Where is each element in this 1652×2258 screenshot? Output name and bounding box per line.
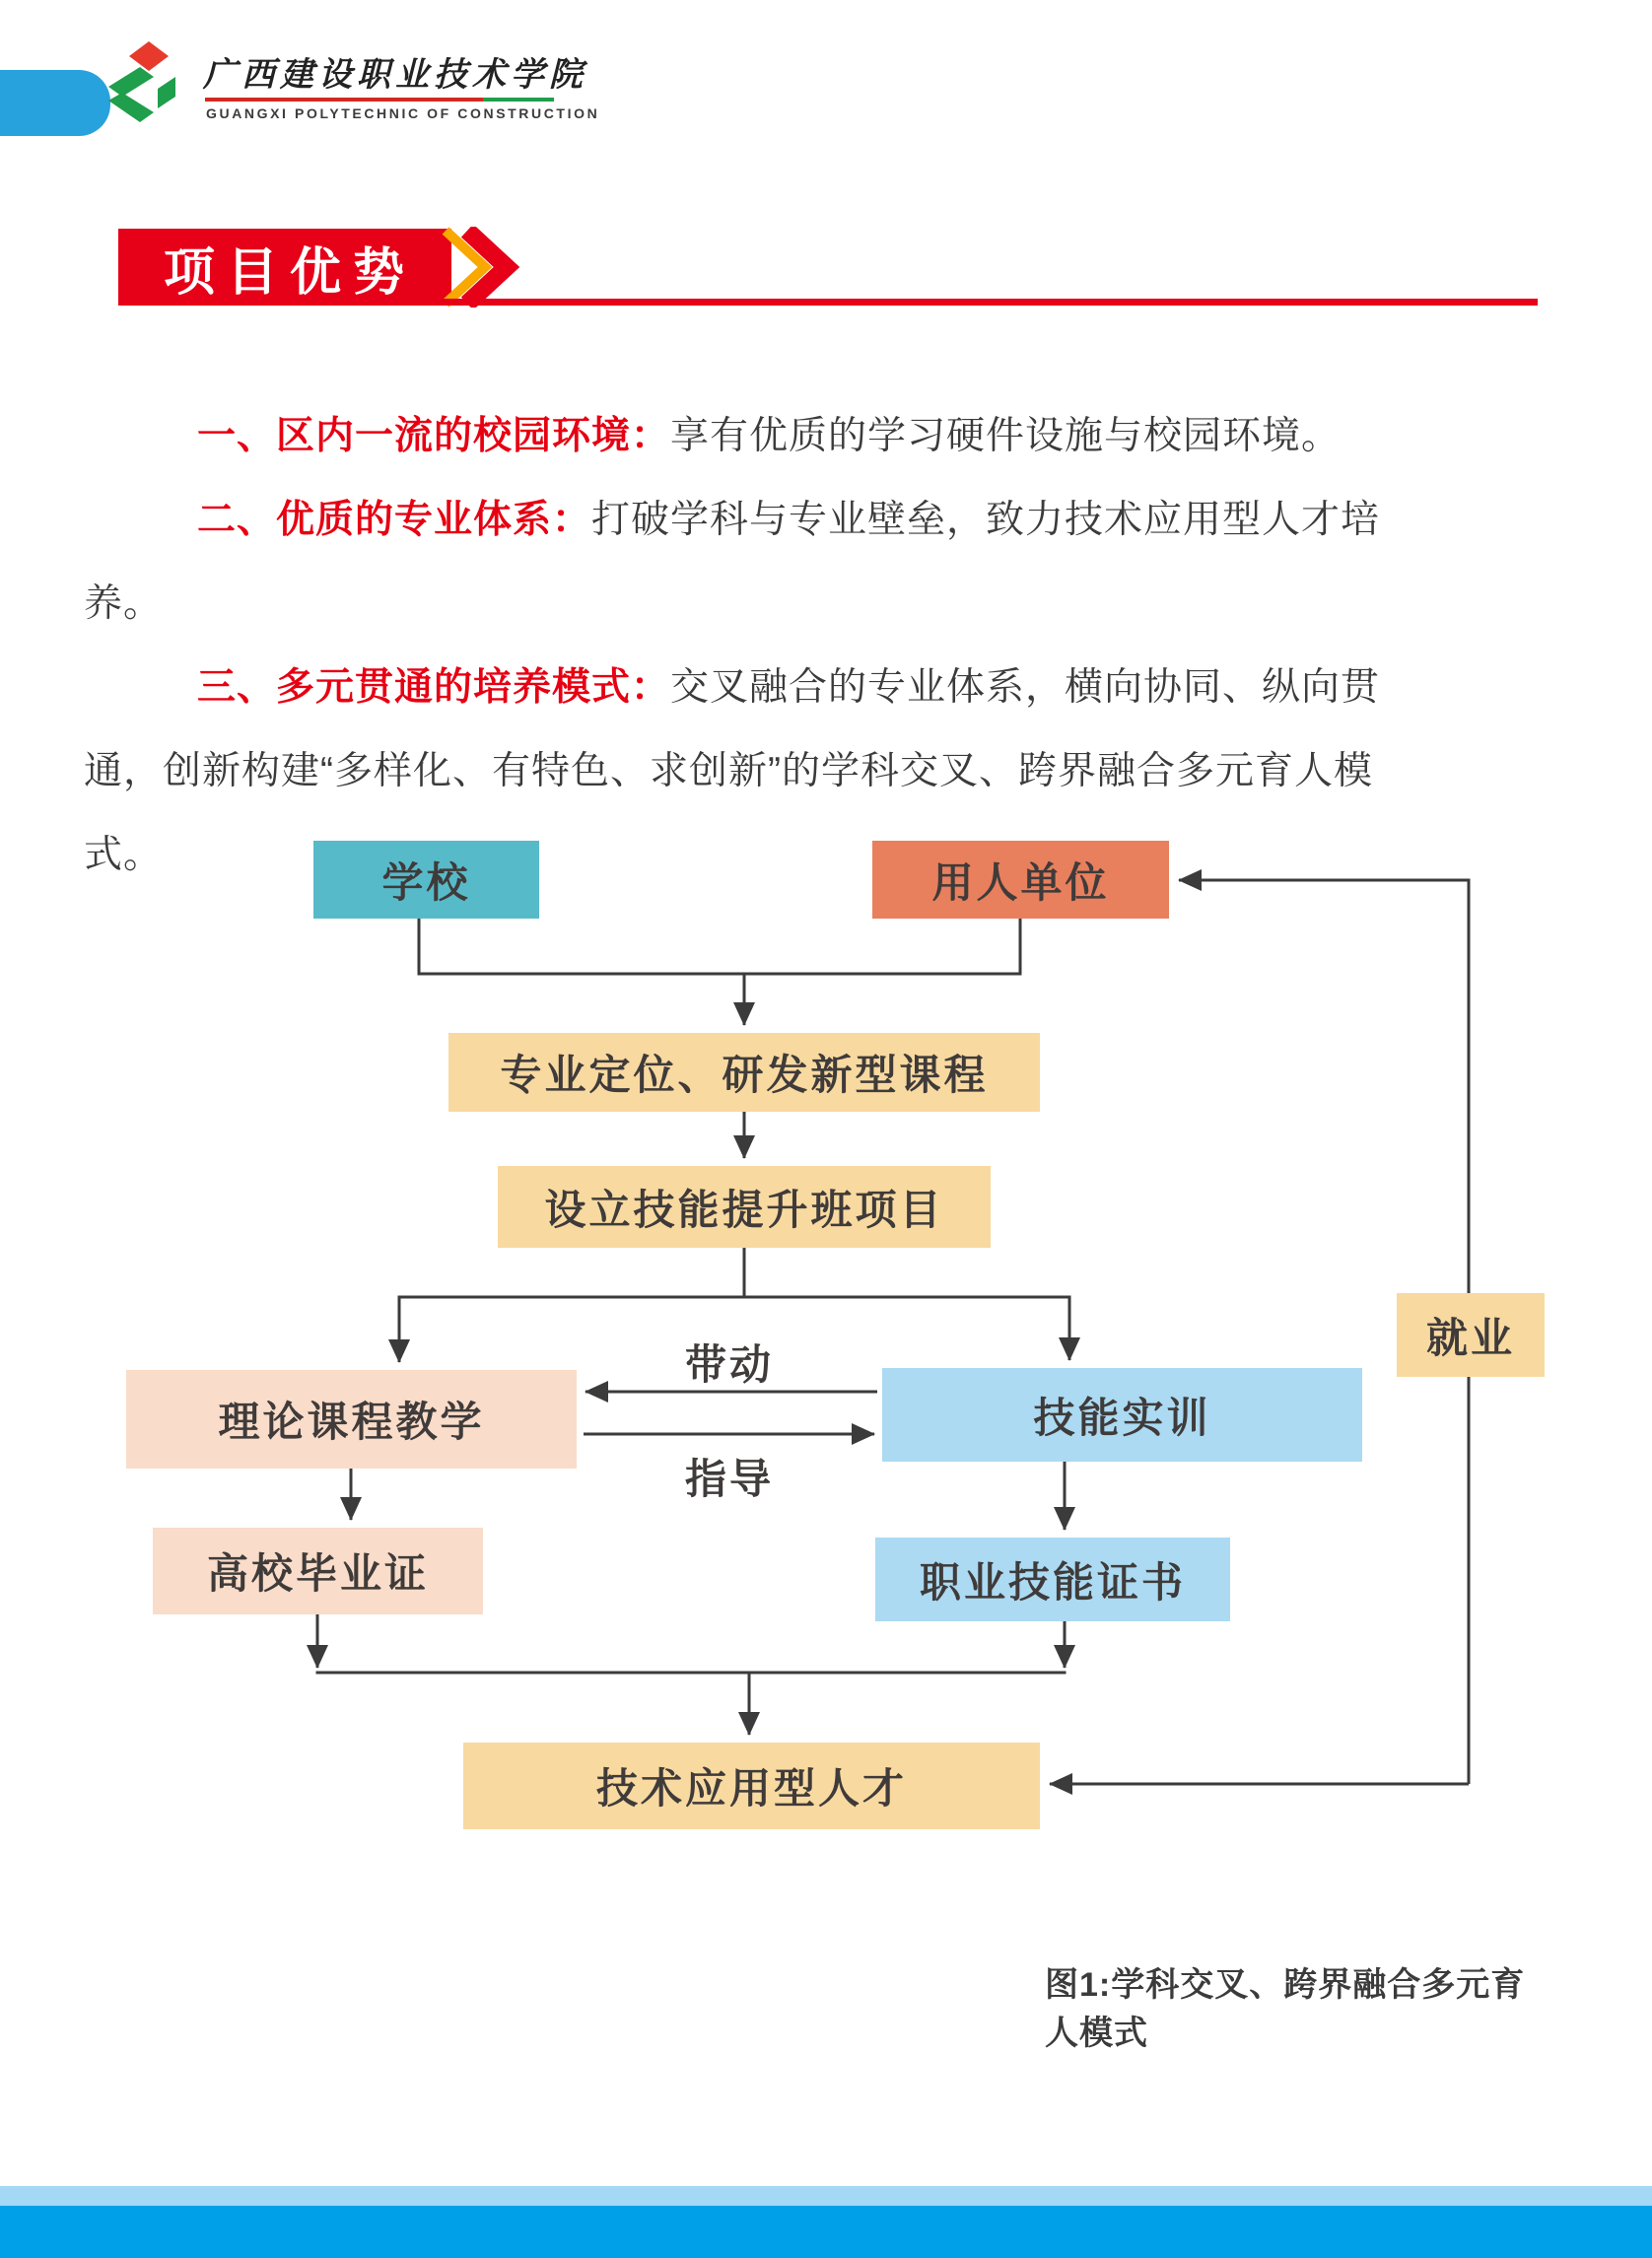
advantage-lead: 一、区内一流的校园环境：	[197, 415, 671, 457]
advantage-body: 交叉融合的专业体系，横向协同、纵向贯通，创新构建“多样化、有特色、求创新”的学科交叉、跨界融合多元育人模式。	[84, 666, 1381, 876]
flow-node-employment: 就业	[1397, 1293, 1545, 1377]
figure-caption: 图1:学科交叉、跨界融合多元育人模式	[1045, 1966, 1526, 2052]
advantage-lead: 二、优质的专业体系：	[197, 499, 592, 541]
edge-label-drive: 带动	[684, 1341, 774, 1388]
advantage-body: 打破学科与专业壁垒，致力技术应用型人才培养。	[84, 499, 1381, 625]
advantage-body: 享有优质的学习硬件设施与校园环境。	[670, 415, 1342, 457]
flow-node-school: 学校	[313, 841, 539, 919]
advantage-lead: 三、多元贯通的培养模式：	[197, 666, 671, 709]
edge-label-guide: 指导	[684, 1456, 774, 1502]
flow-node-employer: 用人单位	[872, 841, 1169, 919]
school-name: 广西建设职业技术学院	[203, 57, 587, 94]
school-name-english: GUANGXI POLYTECHNIC OF CONSTRUCTION	[206, 105, 600, 121]
flow-node-skill-class-program: 设立技能提升班项目	[498, 1166, 991, 1248]
flow-node-college-diploma: 高校毕业证	[153, 1528, 483, 1614]
flow-node-theory-teaching: 理论课程教学	[126, 1370, 577, 1469]
flow-node-applied-talent: 技术应用型人才	[463, 1743, 1040, 1829]
flow-node-course-development: 专业定位、研发新型课程	[448, 1033, 1040, 1112]
flow-node-skill-certificate: 职业技能证书	[875, 1538, 1230, 1621]
flow-node-skill-training: 技能实训	[882, 1368, 1362, 1462]
section-title: 项目优势	[163, 243, 416, 302]
